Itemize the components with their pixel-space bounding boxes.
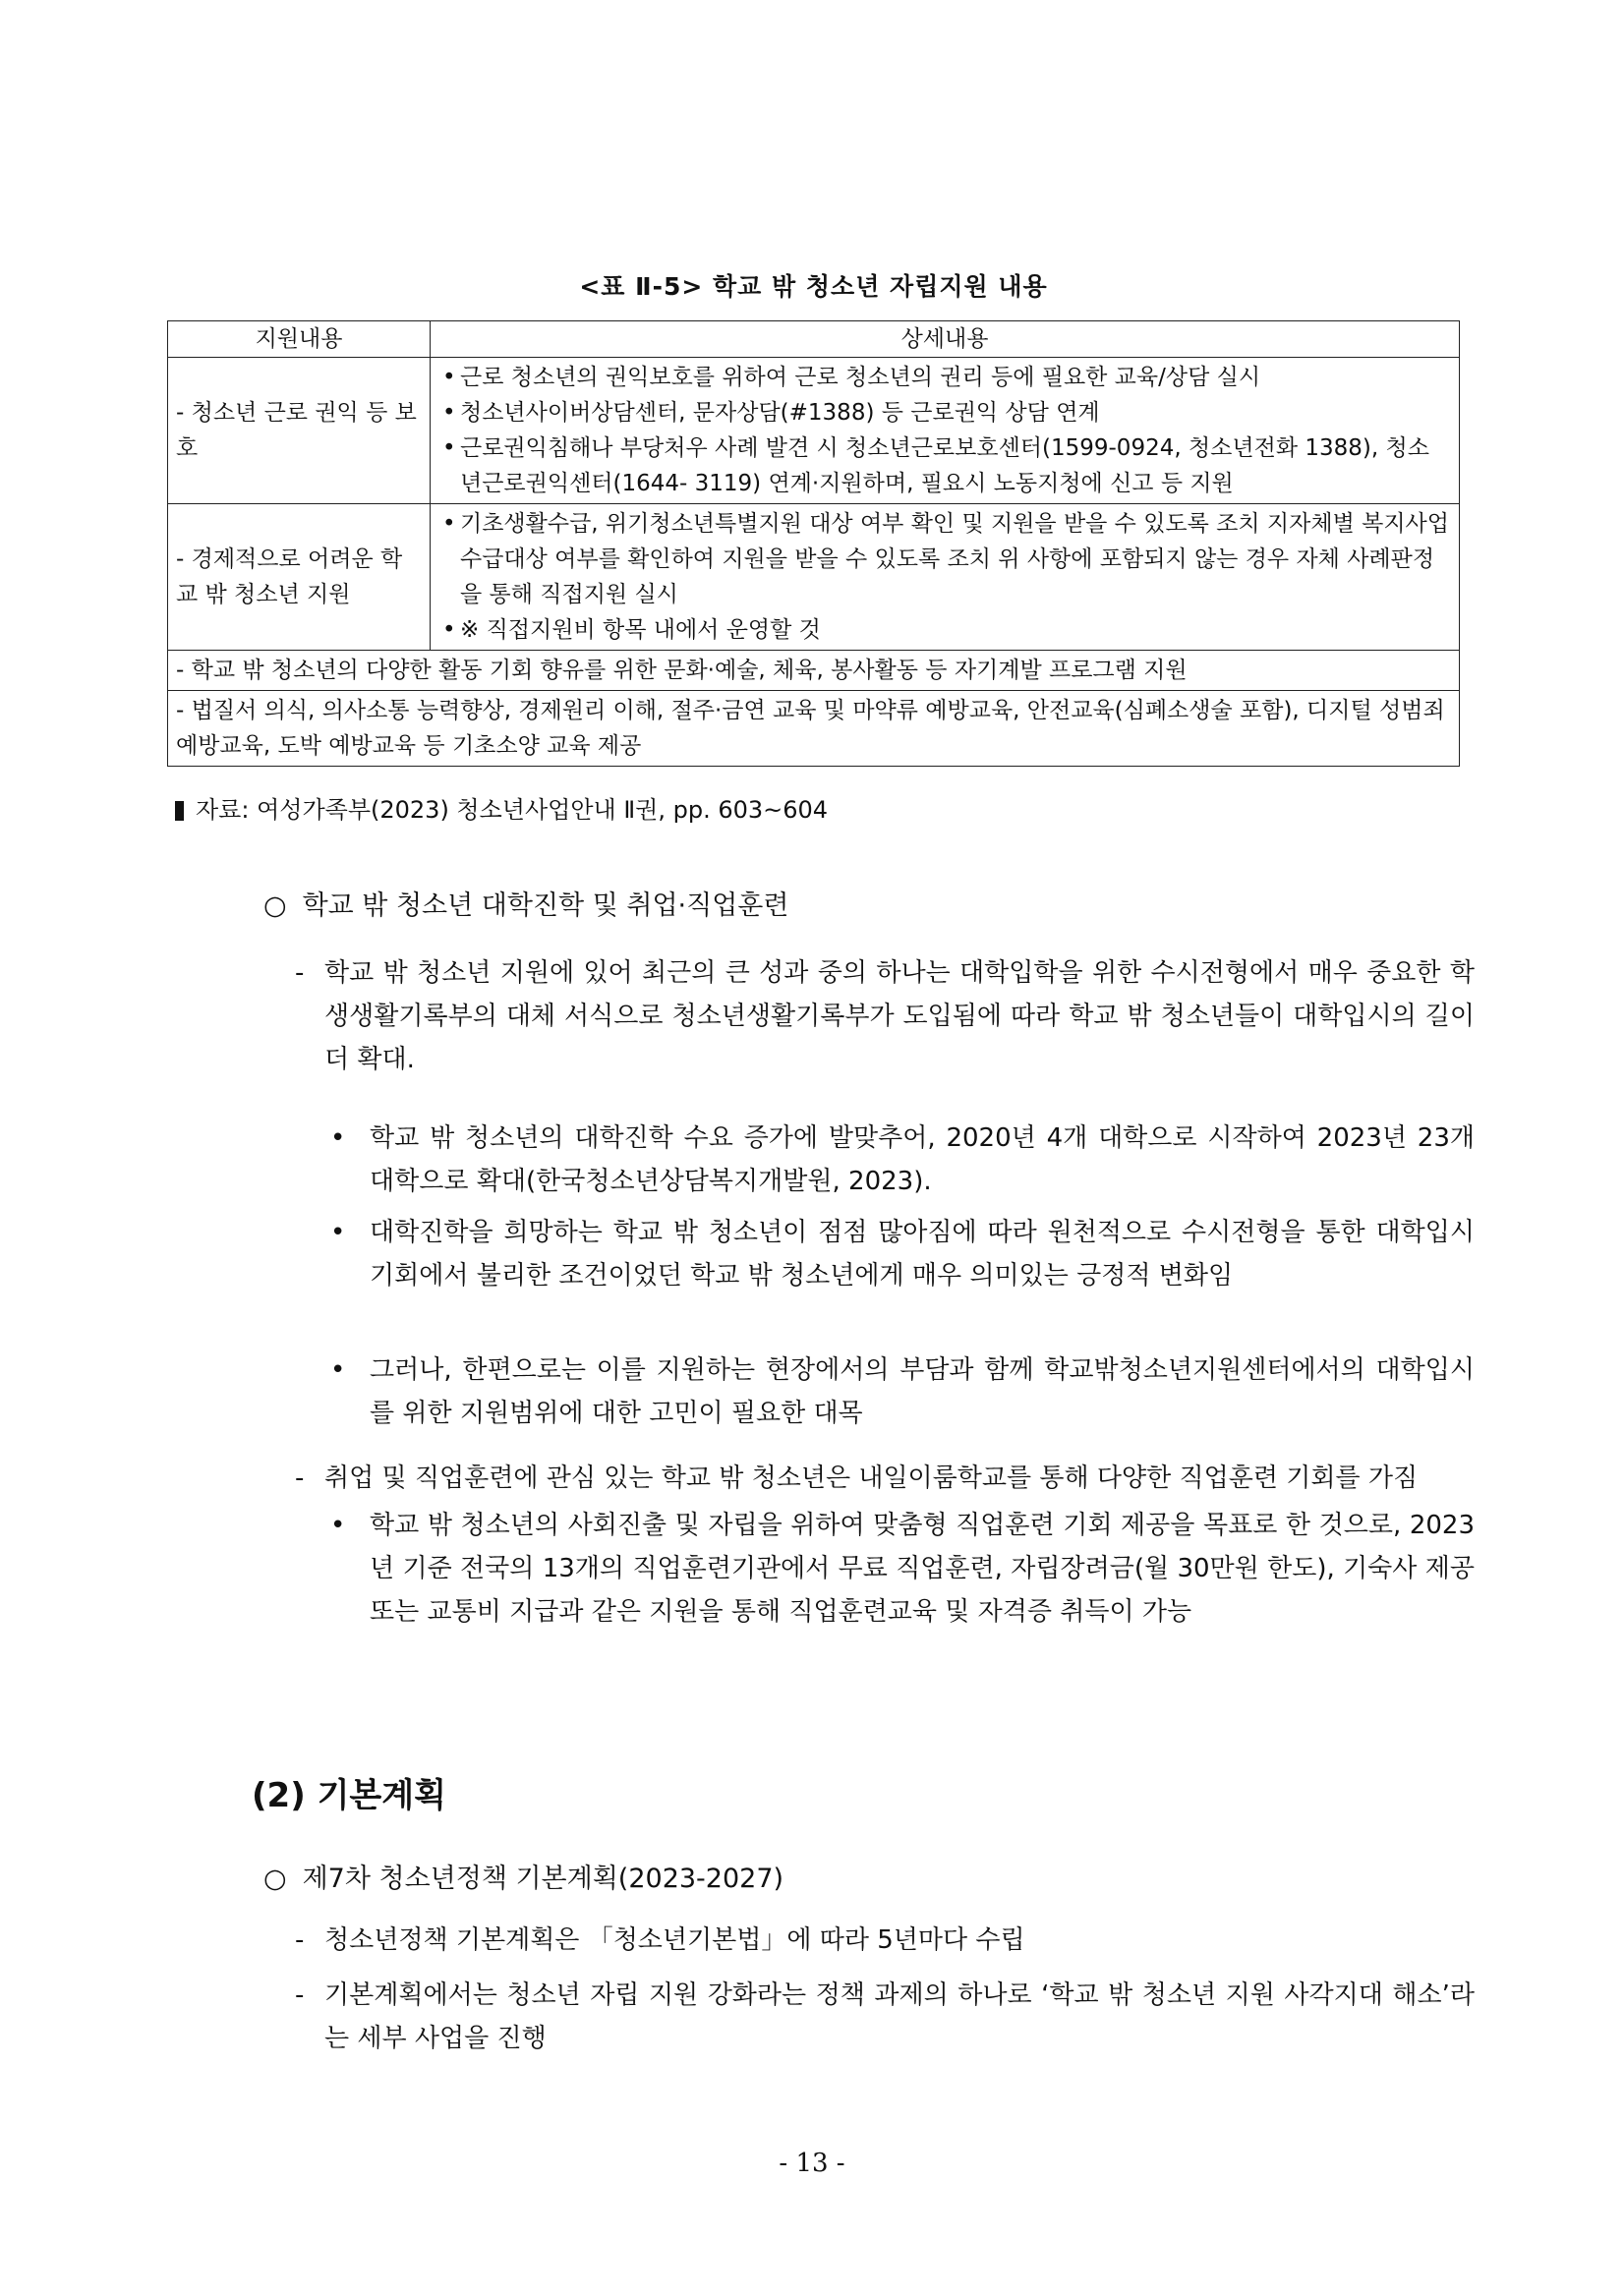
table-source [175,792,828,828]
row-item: - 경제적으로 어려운 학교 밖 청소년 지원 [168,504,431,651]
row-details [431,358,1460,504]
paragraph-text: 학교 밖 청소년의 사회진출 및 자립을 위하여 맞춤형 직업훈련 기회 제공을 목표로 한 것으로, 2023년 기준 전국의 13개의 직업훈련기관에서 무료 직업훈련, 자립장려금(월 30만원 한도), 기숙사 제공 또는 교통비 지급과 같은 지원을 통해 직업훈련교육 및 자격증 취득이 가능 [370,1511,1475,1627]
dash-marker: - [295,1980,305,2010]
paragraph-text: 취업 및 직업훈련에 관심 있는 학교 밖 청소년은 내일이룸학교를 통해 다양한 직업훈련 기회를 가짐 [324,1464,1419,1493]
detail-item: • 기초생활수급, 위기청소년특별지원 대상 여부 확인 및 지원을 받을 수 있도록 조치 지자체별 복지사업 수급대상 여부를 확인하여 지원을 받을 수 있도록 조치 위 사항에 포함되지 않는 경우 자체 사례판정을 통해 직접지원 실시 [438,506,1451,612]
section-heading [263,1860,783,1899]
section-heading [263,887,788,926]
heading-text: 학교 밖 청소년 대학진학 및 취업·직업훈련 [302,890,789,921]
dash-paragraph [295,1974,1475,2060]
bullet-paragraph [330,1117,1475,1203]
circle-bullet-icon: ○ [263,1864,287,1894]
table-row [168,691,1460,767]
detail-item: • ※ 직접지원비 항목 내에서 운영할 것 [438,612,1451,648]
dash-paragraph [295,1919,1475,1962]
paragraph-text: 학교 밖 청소년 지원에 있어 최근의 큰 성과 중의 하나는 대학입학을 위한 수시전형에서 매우 중요한 학생생활기록부의 대체 서식으로 청소년생활기록부가 도입됨에 따라 학교 밖 청소년들이 대학입시의 길이 더 확대. [324,958,1475,1074]
header-item: 지원내용 [168,321,431,358]
bullet-paragraph [330,1504,1475,1634]
row-details [431,504,1460,651]
heading-text: 제7차 청소년정책 기본계획(2023-2027) [302,1864,784,1894]
table-row [168,358,1460,504]
paragraph-text: 그러나, 한편으로는 이를 지원하는 현장에서의 부담과 함께 학교밖청소년지원센터에서의 대학입시를 위한 지원범위에 대한 고민이 필요한 대목 [370,1355,1475,1428]
bullet-icon: • [330,1218,346,1247]
bullet-icon: • [330,1511,346,1540]
bullet-icon: • [330,1123,346,1153]
paragraph-text: 기본계획에서는 청소년 자립 지원 강화라는 정책 과제의 하나로 ‘학교 밖 청소년 지원 사각지대 해소’라는 세부 사업을 진행 [324,1980,1475,2053]
full-row: - 법질서 의식, 의사소통 능력향상, 경제원리 이해, 절주·금연 교육 및 마약류 예방교육, 안전교육(심폐소생술 포함), 디지털 성범죄 예방교육, 도박 예방교육 등 기초소양 교육 제공 [168,691,1460,767]
bullet-icon: • [330,1355,346,1385]
paragraph-text: 청소년정책 기본계획은 「청소년기본법」에 따라 5년마다 수립 [324,1925,1025,1955]
section-title: (2) 기본계획 [252,1776,446,1815]
dash-marker: - [295,958,305,988]
bullet-paragraph [330,1211,1475,1297]
page-number: - 13 - [779,2149,845,2178]
paragraph-text: 대학진학을 희망하는 학교 밖 청소년이 점점 많아짐에 따라 원천적으로 수시전형을 통한 대학입시 기회에서 불리한 조건이었던 학교 밖 청소년에게 매우 의미있는 긍정적 변화임 [370,1218,1475,1291]
circle-bullet-icon: ○ [263,890,287,921]
paragraph-text: 학교 밖 청소년의 대학진학 수요 증가에 발맞추어, 2020년 4개 대학으로 시작하여 2023년 23개 대학으로 확대(한국청소년상담복지개발원, 2023). [370,1123,1475,1196]
bullet-paragraph [330,1349,1475,1435]
detail-item: • 청소년사이버상담센터, 문자상담(#1388) 등 근로권익 상담 연계 [438,395,1451,430]
table-header-row [168,321,1460,358]
table-row [168,651,1460,691]
header-details: 상세내용 [431,321,1460,358]
dash-paragraph [295,951,1475,1081]
dash-marker: - [295,1464,305,1493]
table-row [168,504,1460,651]
detail-item: • 근로권익침해나 부당처우 사례 발견 시 청소년근로보호센터(1599-0924, 청소년전화 1388), 청소년근로권익센터(1644- 3119) 연계·지원하며, 필요시 노동지청에 신고 등 지원 [438,430,1451,501]
dash-paragraph [295,1457,1475,1500]
source-marker-icon [175,801,184,821]
source-text: 자료: 여성가족부(2023) 청소년사업안내 Ⅱ권, pp. 603~604 [196,796,829,824]
detail-item: • 근로 청소년의 권익보호를 위하여 근로 청소년의 권리 등에 필요한 교육/상담 실시 [438,360,1451,395]
full-row: - 학교 밖 청소년의 다양한 활동 기회 향유를 위한 문화·예술, 체육, 봉사활동 등 자기계발 프로그램 지원 [168,651,1460,691]
dash-marker: - [295,1925,305,1955]
table-caption: <표 Ⅱ-5> 학교 밖 청소년 자립지원 내용 [579,272,1048,301]
row-item: - 청소년 근로 권익 등 보호 [168,358,431,504]
support-table [167,320,1460,767]
